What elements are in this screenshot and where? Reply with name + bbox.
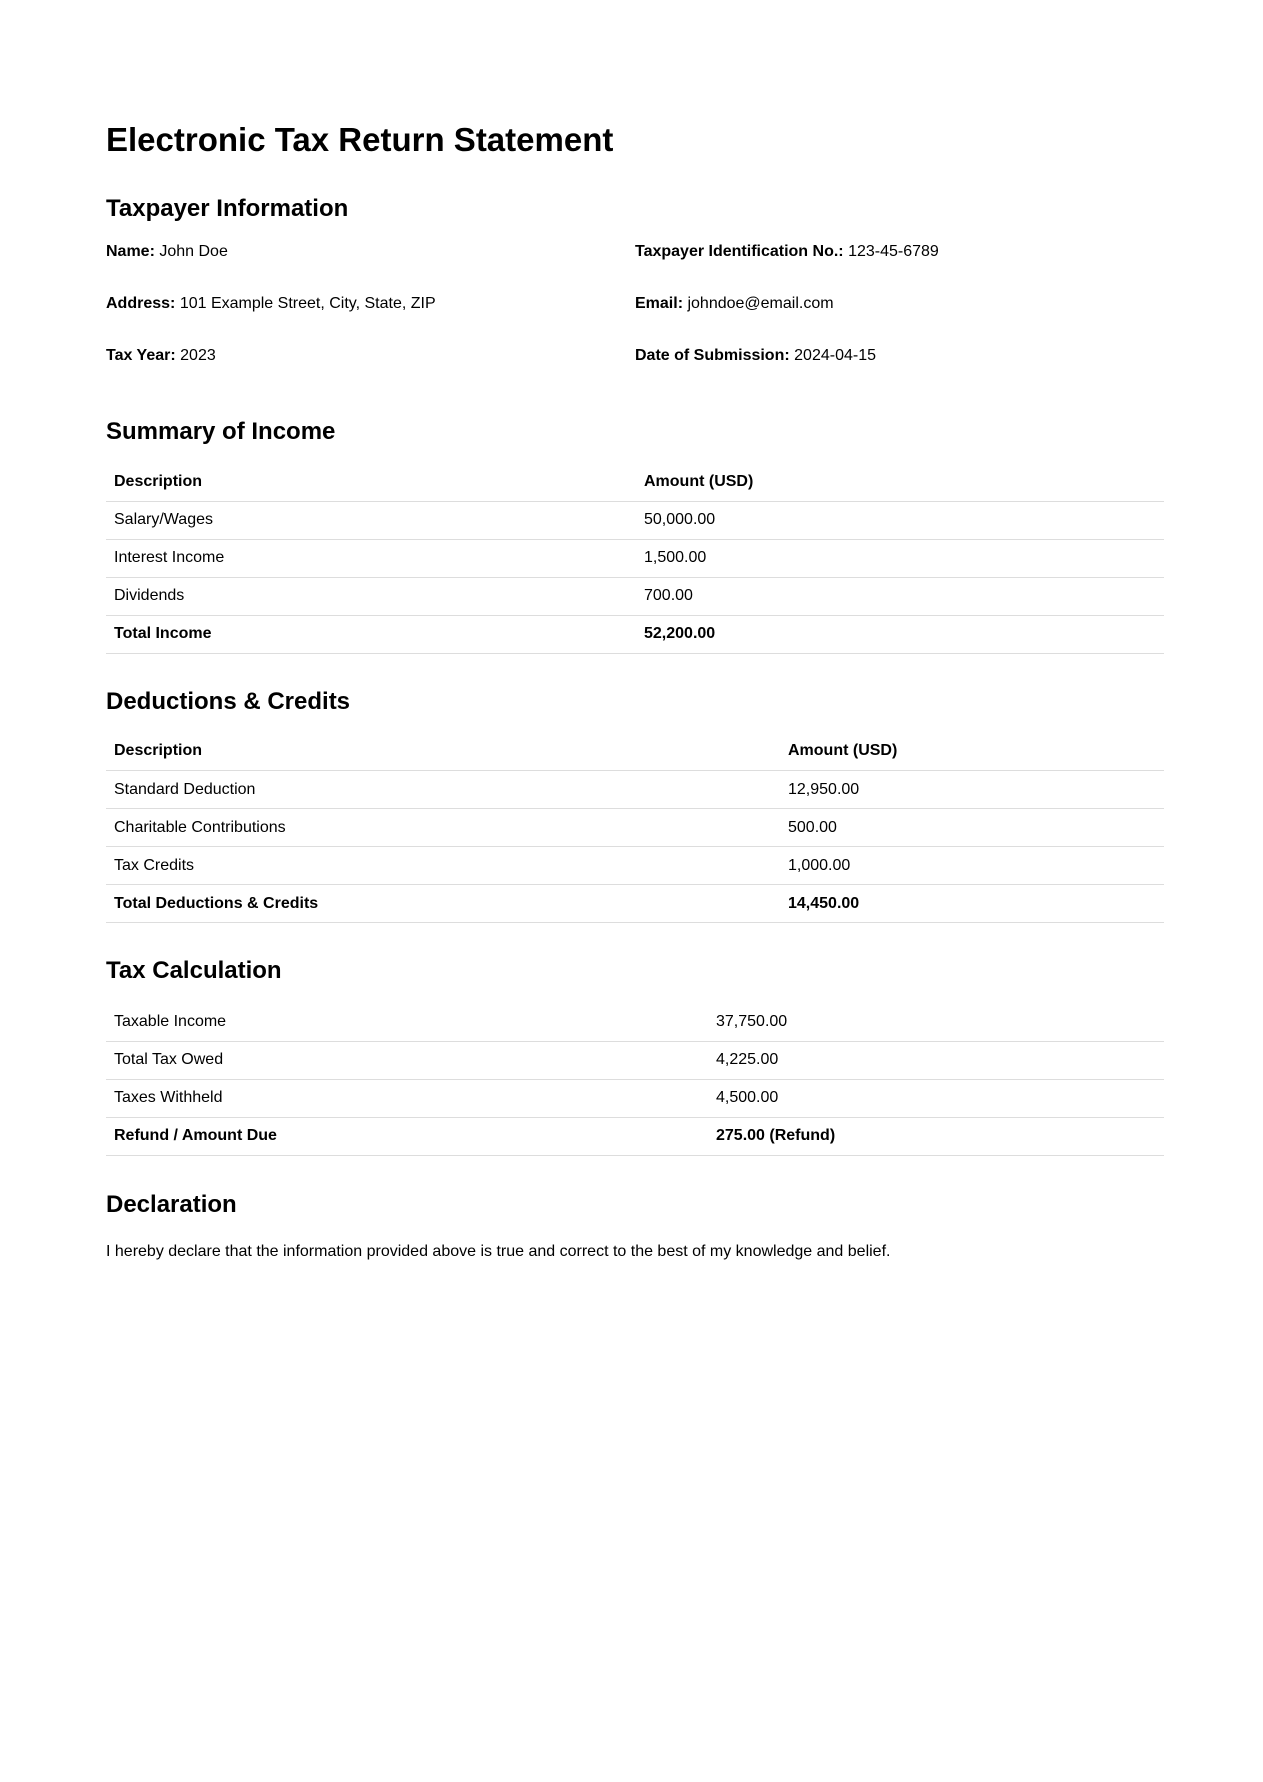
income-total-row	[106, 615, 1164, 653]
taxpayer-email-label: Email:	[635, 295, 684, 312]
taxpayer-tin-label: Taxpayer Identification No.:	[635, 243, 844, 260]
tax-statement-page	[106, 118, 1164, 1262]
submission-date-value: 2024-04-15	[794, 347, 876, 364]
taxpayer-tin-value: 123-45-6789	[848, 243, 939, 260]
tax-calculation-heading: Tax Calculation	[106, 957, 282, 984]
deductions-table	[106, 733, 1164, 924]
taxpayer-address-value: 101 Example Street, City, State, ZIP	[179, 295, 436, 312]
table-row	[106, 771, 1164, 809]
deduction-row-amount: 1,000.00	[780, 847, 1164, 885]
deductions-col-description: Description	[106, 733, 780, 771]
taxpayer-info-grid	[106, 242, 1164, 398]
page-title: Electronic Tax Return Statement	[106, 121, 614, 158]
deductions-heading: Deductions & Credits	[106, 687, 351, 715]
tax-row-description: Taxes Withheld	[106, 1079, 708, 1117]
income-row-description: Interest Income	[106, 539, 636, 577]
income-col-description: Description	[106, 463, 636, 501]
tax-row-description: Taxable Income	[106, 1003, 708, 1041]
income-table	[106, 463, 1164, 654]
deductions-total-row	[106, 885, 1164, 923]
deduction-row-amount: 500.00	[780, 809, 1164, 847]
deduction-row-description: Standard Deduction	[106, 771, 780, 809]
tax-row-description: Total Tax Owed	[106, 1041, 708, 1079]
taxpayer-address	[106, 294, 635, 346]
table-row	[106, 1003, 1164, 1041]
deduction-row-amount: 12,950.00	[780, 771, 1164, 809]
deductions-col-amount: Amount (USD)	[780, 733, 1164, 771]
taxpayer-email	[635, 294, 1164, 346]
deductions-total-amount: 14,450.00	[780, 885, 1164, 923]
declaration-heading: Declaration	[106, 1190, 237, 1218]
tax-calculation-table	[106, 1003, 1164, 1156]
income-row-amount: 700.00	[636, 577, 1164, 615]
income-heading: Summary of Income	[106, 418, 336, 445]
tax-row-amount: 4,500.00	[708, 1079, 1164, 1117]
table-row	[106, 1079, 1164, 1117]
taxpayer-email-value: johndoe@email.com	[687, 295, 834, 312]
income-total-amount: 52,200.00	[636, 615, 1164, 653]
taxpayer-submission-date	[635, 346, 1164, 398]
table-row	[106, 1041, 1164, 1079]
income-header-row	[106, 463, 1164, 501]
submission-date-label: Date of Submission:	[635, 347, 790, 364]
tax-row-amount: 37,750.00	[708, 1003, 1164, 1041]
table-row	[106, 577, 1164, 615]
refund-row	[106, 1117, 1164, 1155]
deduction-row-description: Tax Credits	[106, 847, 780, 885]
tax-year-value: 2023	[180, 347, 216, 364]
declaration-text: I hereby declare that the information provided above is true and correct to the best of my knowledge and belief.	[106, 1242, 891, 1260]
income-col-amount: Amount (USD)	[636, 463, 1164, 501]
income-row-amount: 50,000.00	[636, 501, 1164, 539]
table-row	[106, 809, 1164, 847]
income-row-description: Dividends	[106, 577, 636, 615]
tax-row-amount: 4,225.00	[708, 1041, 1164, 1079]
deductions-total-label: Total Deductions & Credits	[106, 885, 780, 923]
taxpayer-name-value: John Doe	[159, 243, 228, 260]
income-row-amount: 1,500.00	[636, 539, 1164, 577]
table-row	[106, 539, 1164, 577]
income-total-label: Total Income	[106, 615, 636, 653]
income-row-description: Salary/Wages	[106, 501, 636, 539]
taxpayer-tax-year	[106, 346, 635, 398]
taxpayer-name-label: Name:	[106, 243, 155, 260]
deduction-row-description: Charitable Contributions	[106, 809, 780, 847]
taxpayer-info-heading: Taxpayer Information	[106, 195, 349, 222]
taxpayer-address-label: Address:	[106, 295, 176, 312]
refund-amount: 275.00 (Refund)	[708, 1117, 1164, 1155]
deductions-header-row	[106, 733, 1164, 771]
table-row	[106, 501, 1164, 539]
table-row	[106, 847, 1164, 885]
tax-year-label: Tax Year:	[106, 347, 176, 364]
taxpayer-tin	[635, 242, 1164, 294]
refund-label: Refund / Amount Due	[106, 1117, 708, 1155]
taxpayer-name	[106, 242, 635, 294]
